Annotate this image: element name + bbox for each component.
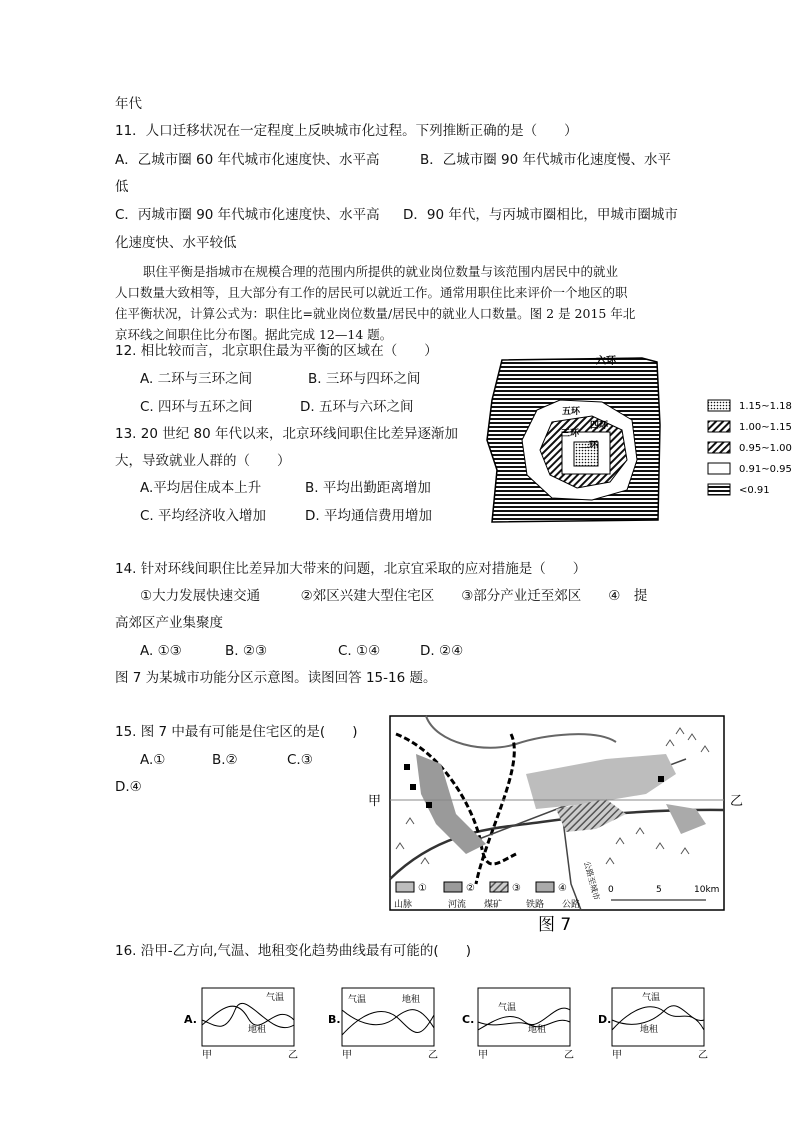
passage-line-4: 京环线之间职住比分布图。据此完成 12—14 题。 xyxy=(115,327,393,342)
ring3-label: 三环 xyxy=(561,429,580,439)
fig7-intro: 图 7 为某城市功能分区示意图。读图回答 15-16 题。 xyxy=(115,670,437,686)
q15-option-d: D.④ xyxy=(115,779,142,795)
chart-c-start: 甲 xyxy=(478,1050,488,1061)
chart-a-letter: A. xyxy=(184,1013,197,1026)
q11-option-c: C．丙城市圈 90 年代城市化速度快、水平高 xyxy=(115,207,380,223)
coal-mine xyxy=(426,802,432,808)
legend-rail: 铁路 xyxy=(526,900,545,910)
beijing-ratio-map xyxy=(482,350,792,530)
legend-mine: 煤矿 xyxy=(484,900,503,910)
passage-line-1: 职住平衡是指城市在规模合理的范围内所提供的就业岗位数量与该范围内居民中的就业 xyxy=(143,264,619,279)
q11-option-b: B．乙城市圈 90 年代城市化速度慢、水平 xyxy=(420,152,672,168)
legend-swatch-3 xyxy=(490,882,508,892)
scale-5: 5 xyxy=(656,885,662,895)
legend-3: ③ xyxy=(512,883,521,894)
legend-river: 河流 xyxy=(448,900,467,910)
chart-d-letter: D. xyxy=(598,1013,612,1026)
coal-mine xyxy=(404,764,410,770)
q10-tail: 年代 xyxy=(115,96,142,112)
q13-stem-1: 13. 20 世纪 80 年代以来，北京环线间职住比差异逐渐加 xyxy=(115,426,458,442)
q12-option-c: C. 四环与五环之间 xyxy=(140,399,253,415)
chart-a-rent xyxy=(202,1003,294,1027)
legend-swatch-2 xyxy=(444,882,462,892)
chart-b-rent-label: 地租 xyxy=(402,995,421,1005)
legend-swatch-4 xyxy=(708,463,730,474)
legend-swatch-2 xyxy=(708,421,730,432)
legend-swatch-4 xyxy=(536,882,554,892)
legend-mountain: 山脉 xyxy=(394,900,413,910)
q13-option-c: C. 平均经济收入增加 xyxy=(140,508,267,524)
chart-d-rent-label: 地租 xyxy=(640,1025,659,1035)
q14-option-b: B. ②③ xyxy=(225,643,268,659)
chart-d-end: 乙 xyxy=(698,1050,708,1061)
chart-c-end: 乙 xyxy=(564,1050,574,1061)
chart-b-letter: B. xyxy=(328,1013,341,1026)
chart-a-start: 甲 xyxy=(202,1050,212,1061)
legend-label-4: 0.91~0.95 xyxy=(739,464,792,475)
chart-a-rent-label: 地租 xyxy=(248,1025,267,1035)
scale-0: 0 xyxy=(608,885,614,895)
q12-option-a: A. 二环与三环之间 xyxy=(140,371,253,387)
ring4-label: 四环 xyxy=(590,421,609,431)
q14-option-c: C. ①④ xyxy=(338,643,381,659)
q11-stem: 11．人口迁移状况在一定程度上反映城市化过程。下列推断正确的是（ ） xyxy=(115,123,578,139)
chart-c-temp-label: 气温 xyxy=(498,1003,517,1013)
ring5-label: 五环 xyxy=(562,407,581,417)
chart-c-temp xyxy=(478,1008,570,1030)
q14-option-d: D. ②④ xyxy=(420,643,464,659)
chart-a-end: 乙 xyxy=(288,1050,298,1061)
legend-swatch-5 xyxy=(708,484,730,495)
figure-caption: 图 7 xyxy=(538,915,572,935)
legend-label-3: 0.95~1.00 xyxy=(739,443,792,454)
q12-option-d: D. 五环与六环之间 xyxy=(300,399,414,415)
chart-d xyxy=(598,988,708,1061)
chart-b-end: 乙 xyxy=(428,1050,438,1061)
chart-b xyxy=(328,988,438,1061)
legend-1: ① xyxy=(418,883,427,894)
passage-line-3: 住平衡状况，计算公式为：职住比=就业岗位数量/居民中的就业人口数量。图 2 是 2015 年北 xyxy=(115,306,636,321)
coal-mine xyxy=(658,776,664,782)
legend-swatch-1 xyxy=(708,400,730,411)
legend-label-1: 1.15~1.18 xyxy=(739,401,792,412)
q12-stem: 12. 相比较而言，北京职住最为平衡的区域在（ ） xyxy=(115,343,438,359)
q12-option-b: B. 三环与四环之间 xyxy=(308,371,421,387)
q11-option-d-cont: 化速度快、水平较低 xyxy=(115,235,237,251)
q15-stem: 15. 图 7 中最有可能是住宅区的是( ) xyxy=(115,724,358,740)
chart-b-start: 甲 xyxy=(342,1050,352,1061)
passage-line-2: 人口数量大致相等，且大部分有工作的居民可以就近工作。通常用职住比来评价一个地区的职 xyxy=(115,285,628,300)
q13-option-d: D. 平均通信费用增加 xyxy=(305,508,432,524)
legend-label-5: <0.91 xyxy=(739,485,770,496)
legend-road: 公路 xyxy=(562,900,581,910)
chart-a-temp-label: 气温 xyxy=(266,993,285,1003)
ring6-label: 六环 xyxy=(596,356,616,367)
chart-b-temp-label: 气温 xyxy=(348,995,367,1005)
q16-charts xyxy=(180,980,720,1060)
q13-option-b: B. 平均出勤距离增加 xyxy=(305,480,431,496)
q15-option-b: B.② xyxy=(212,752,238,768)
q11-option-a: A．乙城市圈 60 年代城市化速度快、水平高 xyxy=(115,152,380,168)
ring2-label: 二环 xyxy=(580,441,599,451)
chart-c xyxy=(462,988,574,1061)
chart-a xyxy=(184,988,298,1061)
q11-option-d: D．90 年代，与丙城市圈相比，甲城市圈城市 xyxy=(403,207,678,223)
chart-d-start: 甲 xyxy=(612,1050,622,1061)
legend-2: ② xyxy=(466,883,475,894)
city-function-map xyxy=(366,714,756,936)
chart-a-temp xyxy=(202,1006,294,1025)
chart-d-temp-label: 气温 xyxy=(642,993,661,1003)
legend-swatch-3 xyxy=(708,442,730,453)
road-label: 公路至城市 xyxy=(582,860,602,902)
q15-option-a: A.① xyxy=(140,752,166,768)
q11-option-b-cont: 低 xyxy=(115,179,129,195)
q13-option-a: A.平均居住成本上升 xyxy=(140,480,262,496)
scale-10: 10km xyxy=(694,885,720,895)
q14-items-2: 高郊区产业集聚度 xyxy=(115,615,223,631)
q15-option-c: C.③ xyxy=(287,752,313,768)
q13-stem-2: 大，导致就业人群的（ ） xyxy=(115,453,291,469)
label-jia: 甲 xyxy=(368,794,382,809)
legend-4: ④ xyxy=(558,883,567,894)
chart-b-temp xyxy=(342,1012,434,1035)
legend-swatch-1 xyxy=(396,882,414,892)
chart-c-rent-label: 地租 xyxy=(528,1025,547,1035)
q14-stem: 14. 针对环线间职住比差异加大带来的问题，北京宜采取的应对措施是（ ） xyxy=(115,561,587,577)
q14-items-1: ①大力发展快速交通 ②郊区兴建大型住宅区 ③部分产业迁至郊区 ④ 提 xyxy=(140,588,648,604)
q14-option-a: A. ①③ xyxy=(140,643,182,659)
legend-label-2: 1.00~1.15 xyxy=(739,422,792,433)
q16-stem: 16. 沿甲-乙方向,气温、地租变化趋势曲线最有可能的( ) xyxy=(115,943,471,959)
chart-c-letter: C. xyxy=(462,1013,475,1026)
chart-c-frame xyxy=(478,988,570,1046)
coal-mine xyxy=(410,784,416,790)
label-yi: 乙 xyxy=(730,794,744,809)
